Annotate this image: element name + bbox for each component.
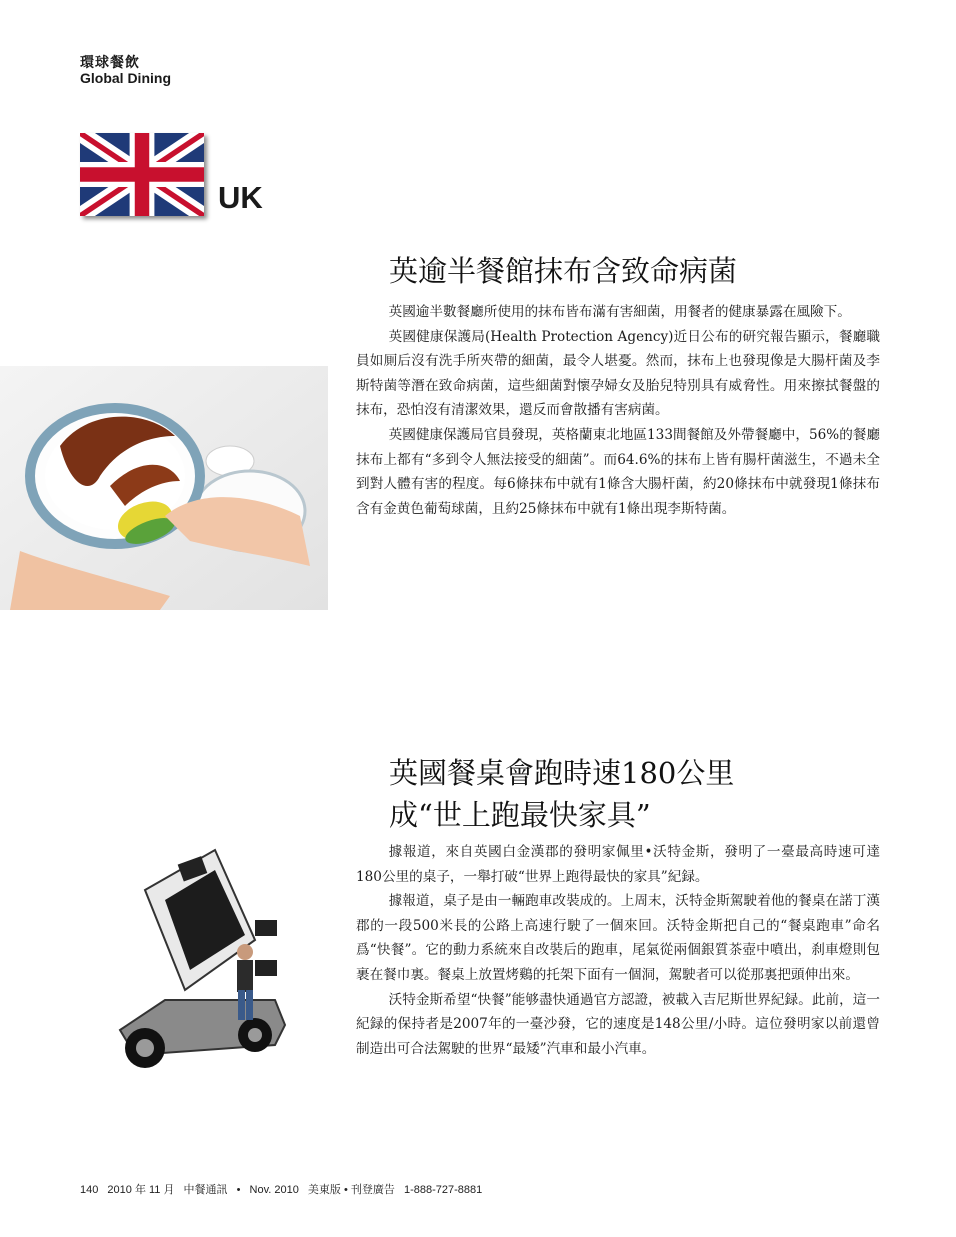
article-1-paragraph: 英國逾半數餐廳所使用的抹布皆布滿有害細菌，用餐者的健康暴露在風險下。 — [388, 304, 851, 320]
footer-phone: 1-888-727-8881 — [403, 1184, 483, 1196]
plate-wiping-photo — [0, 366, 328, 610]
footer-magazine: 中餐通訊 — [183, 1184, 228, 1196]
article-2-paragraph: 據報道，來自英國白金漢郡的發明家佩里•沃特金斯，發明了一臺最高時速可達180公里的桌子，一舉打破“世界上跑得最快的家具”紀録。 — [356, 844, 880, 885]
page-footer — [80, 1181, 488, 1197]
article-2-paragraph: 沃特金斯希望“快餐”能够盡快通過官方認證，被載入吉尼斯世界紀録。此前，這一紀録的保持者是2007年的一臺沙發，它的速度是148公里/小時。這位發明家以前還曾制造出可合法駕駛的世界“最矮”汽車和最小汽車。 — [356, 991, 880, 1057]
article-2-paragraph: 據報道，桌子是由一輛跑車改裝成的。上周末，沃特金斯駕駛着他的餐桌在諾丁漢郡的一段500米長的公路上高速行駛了一個來回。沃特金斯把自己的“餐桌跑車”命名爲“快餐”。它的動力系統來自改裝后的跑車，尾氣從兩個銀質茶壺中噴出，刹車燈則包裹在餐巾裏。餐桌上放置烤鷄的托架下面有一個洞，駕駛者可以從那裏把頭伸出來。 — [356, 893, 880, 983]
page-number: 140 — [80, 1184, 99, 1196]
article-2-title-line1: 英國餐桌會跑時速180公里 — [389, 756, 735, 790]
article-2-title-line2: 成“世上跑最快家具” — [389, 798, 651, 832]
article-2-body — [356, 840, 880, 1061]
article-1-paragraph: 英國健康保護局(Health Protection Agency)近日公布的研究報告顯示，餐廳職員如厠后沒有洗手所夾帶的細菌，最令人堪憂。然而，抹布上也發現像是大腸杆菌及李斯特菌等潛在致命病菌，這些細菌對懷孕婦女及胎兒特別具有威脅性。用來擦拭餐盤的抹布，恐怕沒有清潔效果，還反而會散播有害病菌。 — [356, 328, 880, 419]
table-car-photo — [105, 830, 297, 1080]
article-1-paragraph: 英國健康保護局官員發現，英格蘭東北地區133間餐館及外帶餐廳中，56%的餐廳抹布上都有“多到令人無法接受的細菌”。而64.6%的抹布上皆有腸杆菌滋生，不過未全到對人體有害的程度。每6條抹布中就有1條含大腸杆菌，約20條抹布中就發現1條抹布含有金黄色葡萄球菌，且約25條抹布中就有1條出現李斯特菌。 — [356, 426, 880, 517]
footer-edition: 美東版 • 刊登廣告 — [307, 1184, 395, 1196]
article-1-body — [356, 300, 880, 521]
uk-flag-icon — [80, 133, 204, 216]
footer-date-zh: 2010 年 11 月 — [107, 1184, 175, 1196]
article-2-title — [389, 752, 889, 836]
footer-date-en: Nov. 2010 — [249, 1184, 299, 1196]
country-label: UK — [218, 180, 263, 215]
section-title-en: Global Dining — [80, 70, 171, 86]
footer-separator: • — [236, 1184, 241, 1196]
article-1-title: 英逾半餐館抹布含致命病菌 — [389, 254, 738, 288]
section-title-zh: 環球餐飲 — [80, 55, 140, 71]
